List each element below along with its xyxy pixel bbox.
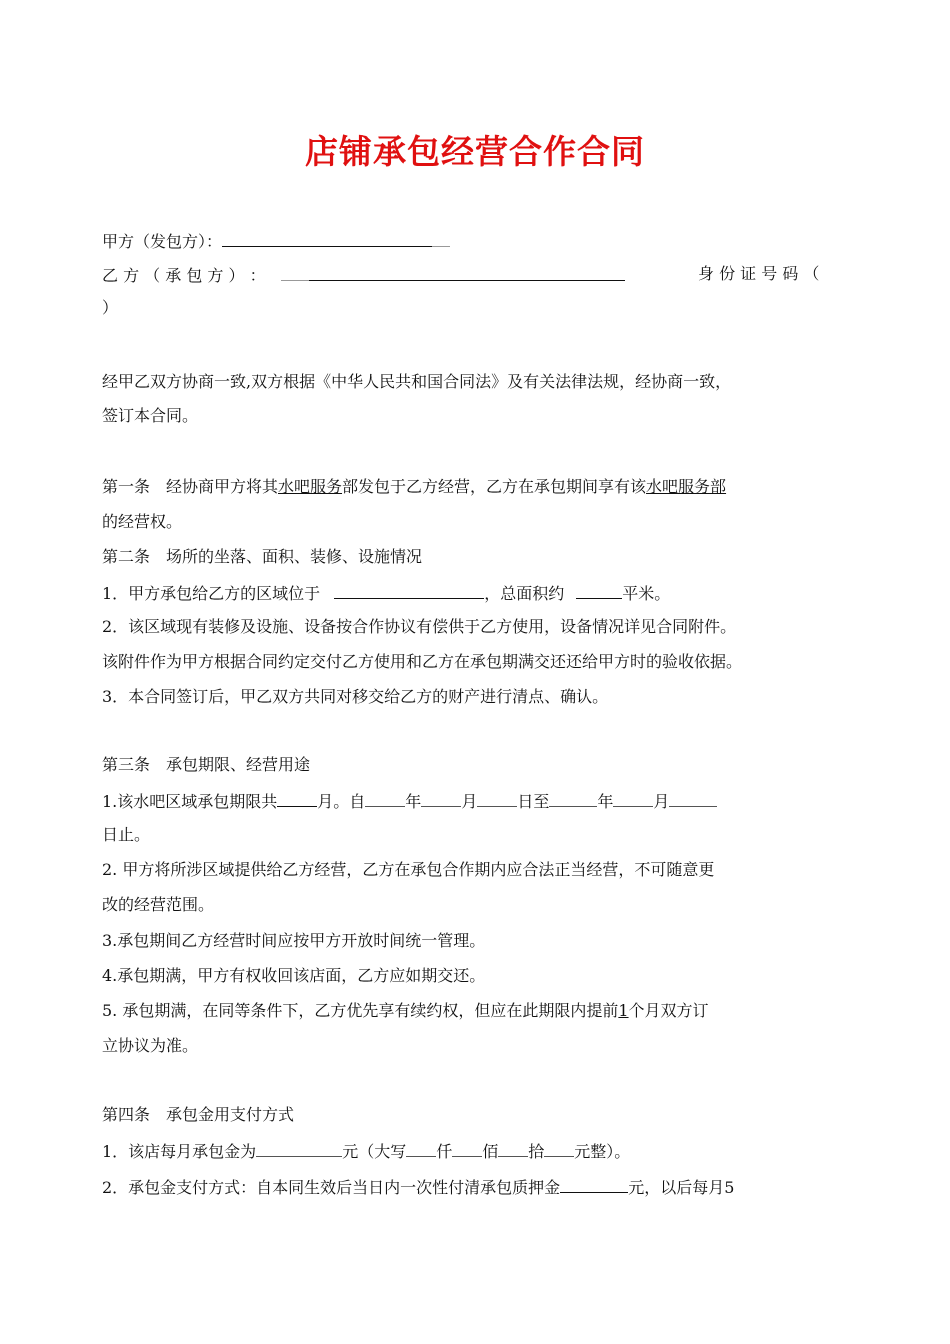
notice-months: 1: [618, 1001, 629, 1020]
article-4-heading: 第四条 承包金用支付方式: [102, 1105, 295, 1124]
article-3-item-3: 3.承包期间乙方经营时间应按甲方开放时间统一管理。: [102, 931, 486, 950]
intro-line-1: 经甲乙双方协商一致,双方根据《中华人民共和国合同法》及有关法律法规，经协商一致，: [102, 372, 732, 391]
article-3-item-2a: 2. 甲方将所涉区域提供给乙方经营，乙方在承包合作期内应合法正当经营，不可随意更: [102, 860, 715, 879]
party-a-blank: [222, 230, 432, 247]
location-blank: [334, 582, 484, 599]
article-2-heading: 第二条 场所的坐落、面积、装修、设施情况: [102, 547, 423, 566]
article-2-item-1: 1．甲方承包给乙方的区域位于 ，总面积约 平米。: [102, 584, 671, 603]
article-4-item-2: 2．承包金支付方式：自本同生效后当日内一次性付清承包质押金 元，以后每月5: [102, 1178, 735, 1197]
deposit-blank: [560, 1176, 628, 1193]
term-months-blank: [277, 790, 317, 807]
party-a-label: 甲方（发包方）：: [102, 232, 223, 251]
intro-line-2: 签订本合同。: [102, 406, 199, 425]
article-3-item-5: 5. 承包期满，在同等条件下，乙方优先享有续约权，但应在此期限内提前1个月双方订: [102, 1001, 709, 1020]
article-3-item-4: 4.承包期满，甲方有权收回该店面，乙方应如期交还。: [102, 966, 486, 985]
article-2-item-2b: 该附件作为甲方根据合同约定交付乙方使用和乙方在承包期满交还还给甲方时的验收依据。: [102, 652, 743, 671]
document-title: 店铺承包经营合作合同: [305, 132, 645, 171]
article-1-line-1: 第一条 经协商甲方将其水吧服务部发包于乙方经营，乙方在承包期间享有该水吧服务部: [102, 477, 727, 496]
party-a-line: [102, 230, 450, 252]
article-3-item-1: 1.该水吧区域承包期限共 月。自 年 月 日至 年 月: [102, 790, 717, 812]
article-1-line-2: 的经营权。: [102, 512, 183, 531]
party-b-label: 乙 方 （ 承 包 方 ） ：: [102, 266, 266, 285]
article-3-heading: 第三条 承包期限、经营用途: [102, 755, 311, 774]
area-blank: [576, 582, 622, 599]
monthly-fee-blank: [256, 1140, 342, 1157]
id-number-label: 身 份 证 号 码 （: [698, 264, 820, 283]
article-3-item-1-end: 日止。: [102, 825, 151, 844]
party-b-blank: [309, 264, 625, 281]
underlined-service-name: 水吧服务: [278, 477, 343, 496]
underlined-service-dept: 水吧服务部: [646, 477, 727, 496]
id-number-close: ）: [102, 298, 119, 317]
article-2-item-2a: 2．该区域现有装修及设施、设备按合作协议有偿供于乙方使用，设备情况详见合同附件。: [102, 617, 737, 636]
party-b-line: [102, 264, 625, 286]
article-4-item-1: 1．该店每月承包金为 元（大写 仟 佰 拾 元整）。: [102, 1142, 631, 1161]
article-3-item-5-end: 立协议为准。: [102, 1036, 199, 1055]
article-3-item-2b: 改的经营范围。: [102, 895, 215, 914]
article-2-item-3: 3．本合同签订后，甲乙双方共同对移交给乙方的财产进行清点、确认。: [102, 687, 609, 706]
